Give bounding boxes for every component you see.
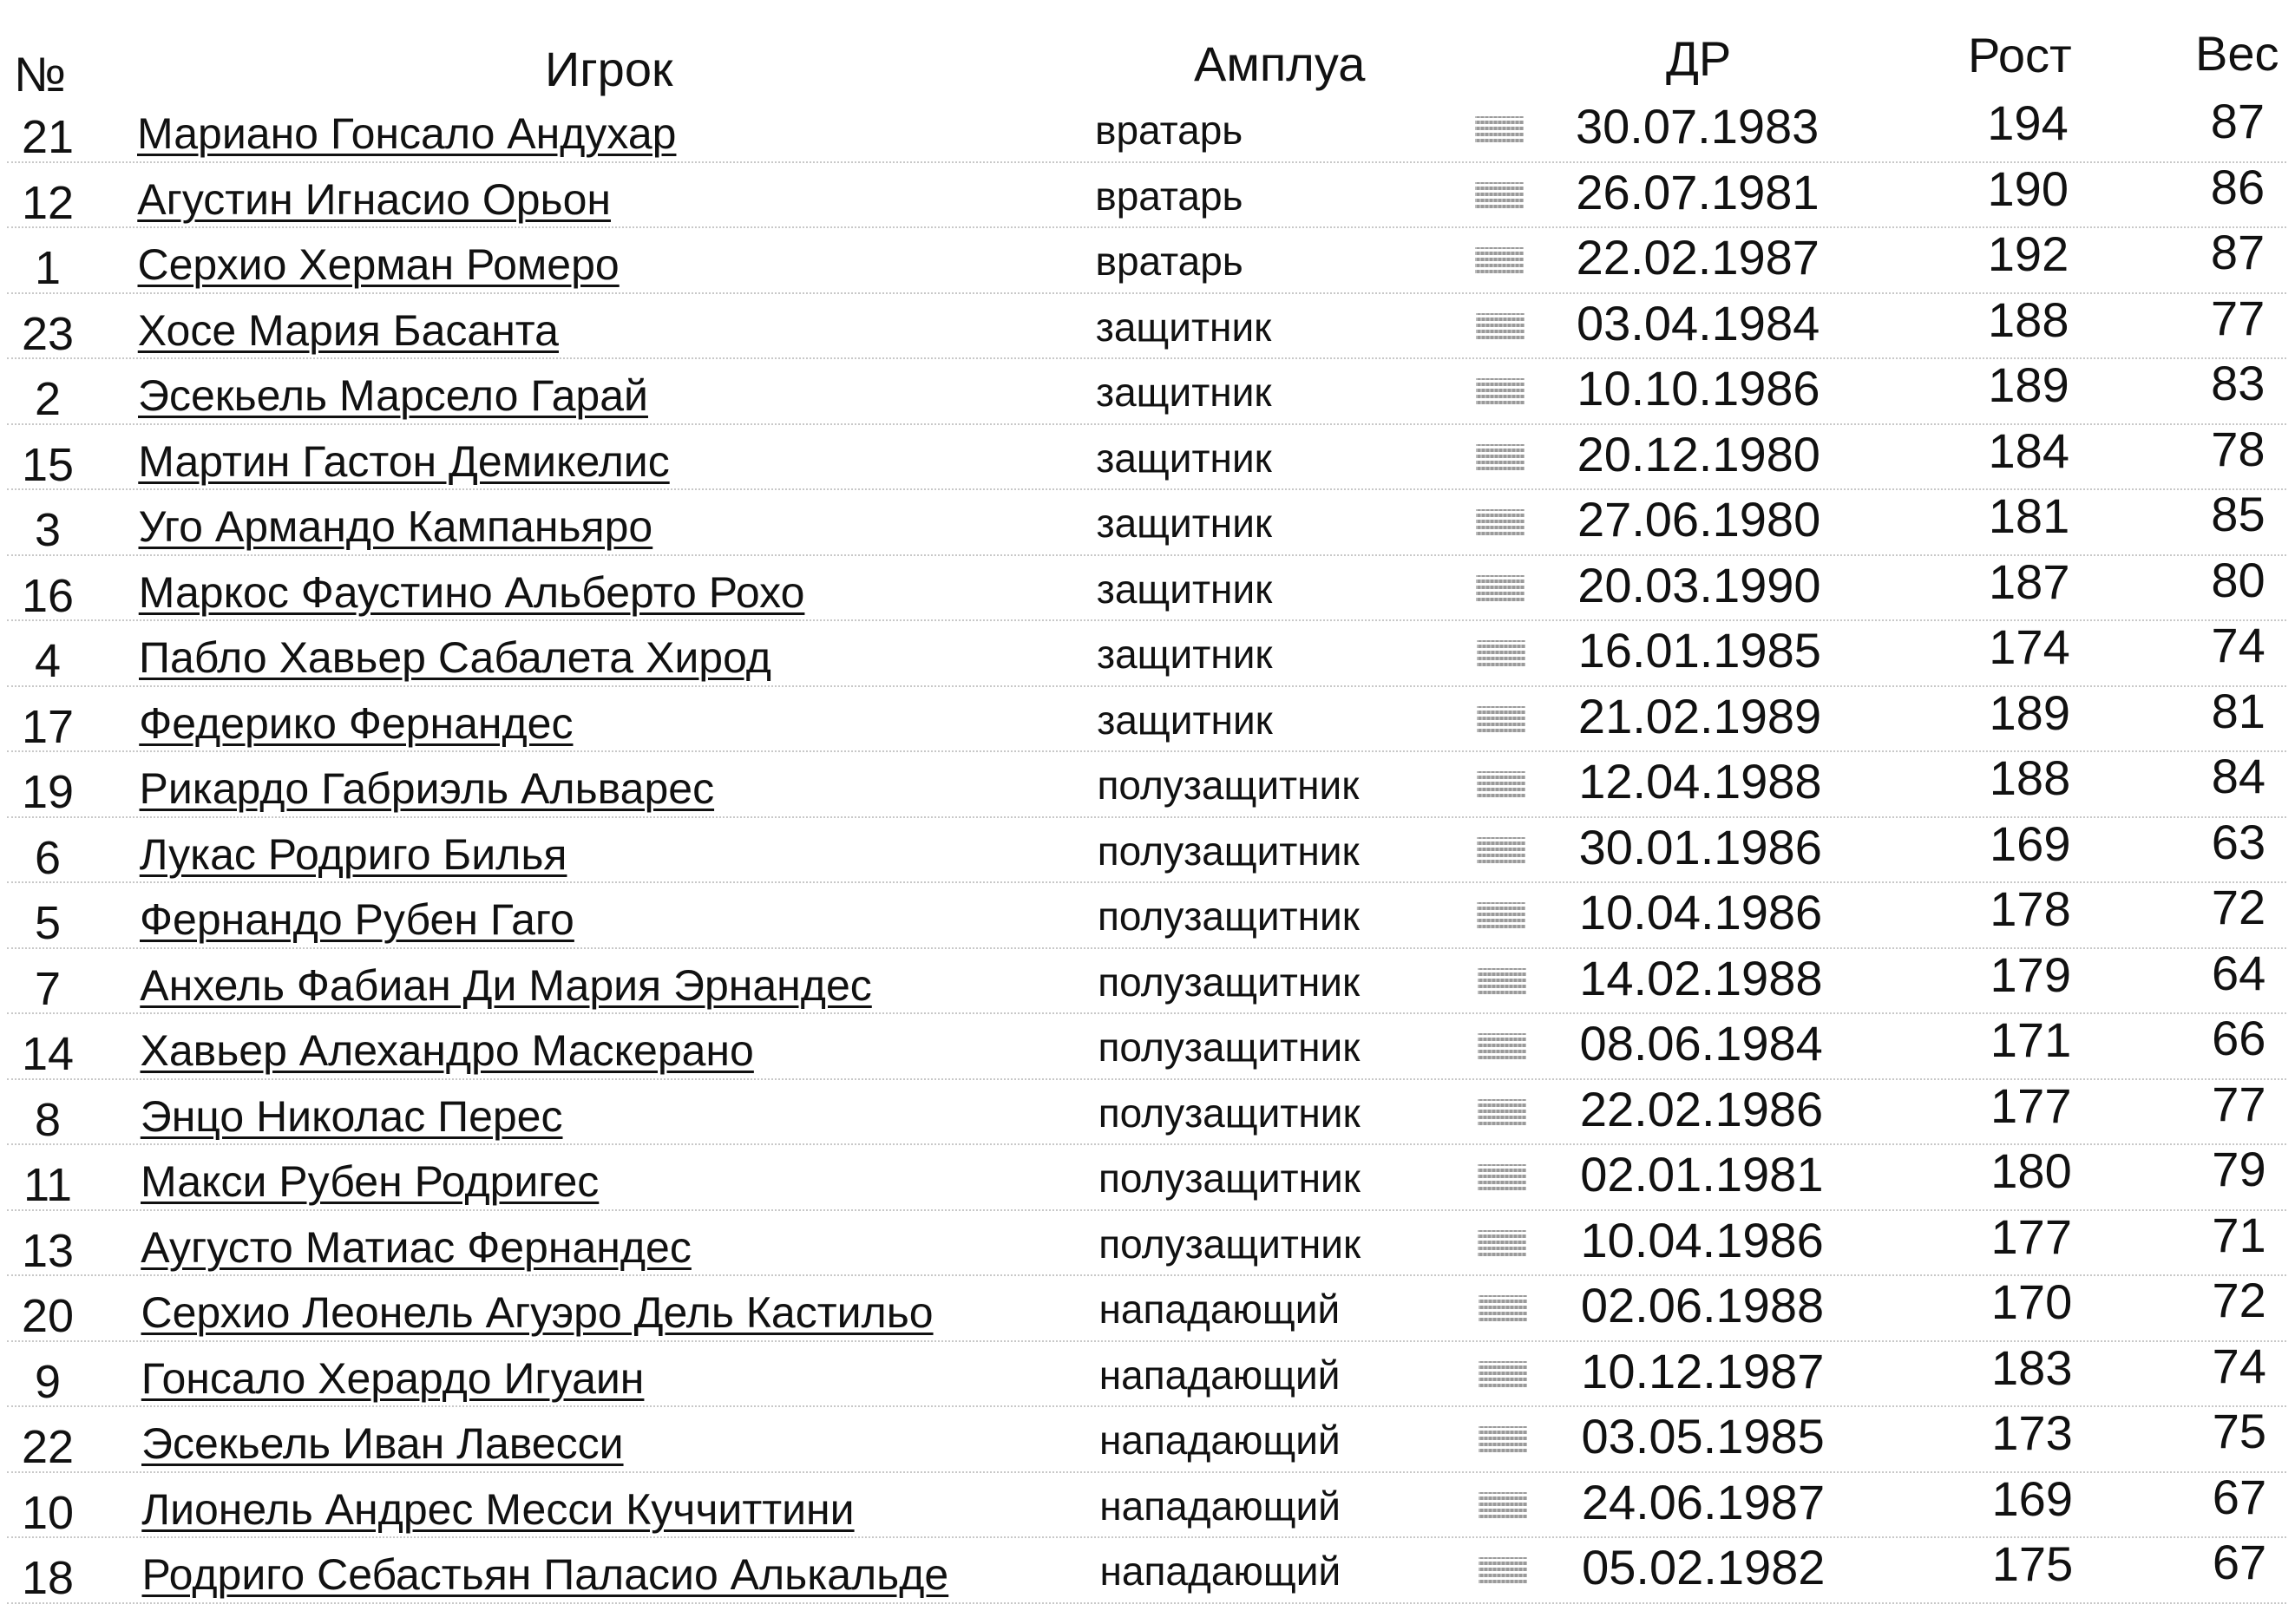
player-birth-date: 22.02.1987 [1576,230,1820,285]
player-name-link[interactable]: Эсекьель Иван Лавесси [141,1419,624,1468]
player-height: 187 [1989,553,2070,609]
scan-marker-icon [1479,1492,1527,1518]
player-birth-date: 27.06.1980 [1577,492,1821,547]
scan-marker-icon [1479,1426,1527,1452]
player-number: 13 [21,1224,75,1277]
player-position: нападающий [1099,1418,1341,1463]
player-name-link[interactable]: Серхио Леонель Агуэро Дель Кастильо [141,1288,934,1337]
scan-marker-icon [1476,509,1525,535]
player-position: полузащитник [1097,828,1360,874]
player-number: 2 [34,373,62,425]
player-birth-date: 20.03.1990 [1577,557,1821,612]
player-birth-date: 14.02.1988 [1579,950,1823,1005]
player-name-link[interactable]: Макси Рубен Родригес [141,1157,600,1206]
player-number: 22 [21,1421,75,1473]
player-name-link[interactable]: Лукас Родриго Билья [139,829,567,879]
scan-marker-icon [1477,640,1525,666]
player-name-link[interactable]: Родриго Себастьян Паласио Алькальде [141,1550,949,1599]
player-number: 19 [21,766,75,818]
player-number: 23 [21,307,75,360]
player-weight: 64 [2212,945,2266,1000]
player-number: 8 [34,1093,62,1146]
player-birth-date: 03.04.1984 [1576,295,1820,350]
table-row [0,1404,2295,1473]
player-number: 18 [21,1552,75,1604]
table-row [0,1535,2295,1604]
table-row [0,356,2295,425]
scan-marker-icon [1478,1033,1526,1059]
table-row [0,290,2295,360]
player-weight: 67 [2212,1535,2267,1589]
table-row [0,1142,2295,1211]
scan-marker-icon [1475,116,1524,142]
table-row [0,945,2295,1015]
player-position: защитник [1097,632,1273,677]
player-number: 15 [21,438,75,491]
player-height: 179 [1990,946,2071,1002]
player-height: 171 [1990,1012,2072,1067]
player-position: защитник [1096,370,1272,415]
table-row [0,225,2295,294]
player-weight: 66 [2212,1011,2266,1065]
player-height: 169 [1990,815,2071,871]
scan-marker-icon [1478,968,1526,994]
player-name-link[interactable]: Эсекьель Марсело Гарай [138,371,648,420]
scan-marker-icon [1477,706,1525,732]
player-height: 184 [1988,422,2069,478]
player-height: 192 [1987,226,2069,281]
player-height: 174 [1989,619,2070,674]
player-weight: 81 [2211,683,2265,738]
player-name-link[interactable]: Аугусто Матиас Фернандес [141,1222,692,1272]
player-weight: 77 [2212,1076,2266,1131]
scan-marker-icon [1479,1295,1527,1321]
table-row [0,487,2295,556]
player-position: полузащитник [1098,1156,1361,1201]
player-position: полузащитник [1098,894,1360,939]
scan-marker-icon [1478,1230,1526,1256]
player-birth-date: 08.06.1984 [1579,1016,1823,1071]
player-number: 10 [21,1486,75,1539]
scan-marker-icon [1479,1557,1527,1583]
scan-marker-icon [1477,902,1525,928]
player-weight: 71 [2212,1207,2266,1262]
scan-marker-icon [1479,1361,1527,1387]
player-height: 189 [1988,357,2069,412]
player-weight: 77 [2211,290,2265,345]
player-name-link[interactable]: Мартин Гастон Демикелис [138,436,670,486]
player-weight: 72 [2212,1273,2266,1327]
player-name-link[interactable]: Рикардо Габриэль Альварес [139,764,715,813]
scan-marker-icon [1477,837,1525,863]
player-position: вратарь [1095,239,1243,284]
table-row [0,1207,2295,1277]
player-position: полузащитник [1097,763,1360,808]
player-birth-date: 12.04.1988 [1578,754,1822,809]
player-weight: 74 [2212,1338,2266,1393]
header-position: Амплуа [1194,36,1366,91]
player-position: защитник [1096,566,1273,612]
player-height: 188 [1989,750,2071,805]
scan-marker-icon [1476,378,1525,404]
header-weight: Вес [2195,26,2279,81]
table-row [0,1338,2295,1408]
player-weight: 80 [2211,552,2265,607]
player-height: 180 [1990,1143,2072,1198]
player-position: нападающий [1098,1287,1341,1332]
player-birth-date: 20.12.1980 [1577,426,1820,481]
player-number: 7 [34,962,62,1015]
player-name-link[interactable]: Мариано Гонсало Андухар [137,109,677,158]
player-name-link[interactable]: Пабло Хавьер Сабалета Хирод [139,633,771,682]
player-birth-date: 10.10.1986 [1577,361,1820,416]
table-row [0,1469,2295,1539]
player-name-link[interactable]: Хосе Мария Басанта [137,305,559,355]
player-birth-date: 10.04.1986 [1578,885,1823,940]
player-position: вратарь [1095,108,1243,153]
player-height: 170 [1990,1274,2073,1329]
player-weight: 78 [2211,421,2265,476]
player-weight: 67 [2212,1469,2267,1524]
player-number: 21 [21,111,75,163]
player-name-link[interactable]: Агустин Игнасио Орьон [137,174,612,224]
table-row [0,1076,2295,1146]
player-name-link[interactable]: Энцо Николас Перес [140,1091,563,1141]
player-name-link[interactable]: Серхио Херман Ромеро [137,240,620,289]
scan-marker-icon [1476,313,1525,339]
table-row [0,749,2295,818]
player-position: вратарь [1095,173,1243,219]
player-birth-date: 26.07.1981 [1576,164,1820,219]
player-number: 9 [34,1355,62,1408]
player-name-link[interactable]: Анхель Фабиан Ди Мария Эрнандес [140,960,872,1010]
scan-marker-icon [1476,575,1525,601]
scan-marker-icon [1477,771,1525,797]
player-position: полузащитник [1098,1025,1361,1070]
header-player: Игрок [545,42,673,96]
header-birth-date: ДР [1666,31,1732,86]
player-weight: 63 [2211,814,2266,869]
player-height: 177 [1990,1077,2072,1133]
player-birth-date: 10.04.1986 [1580,1212,1824,1267]
player-birth-date: 30.01.1986 [1578,819,1822,874]
player-birth-date: 22.02.1986 [1579,1081,1824,1136]
scan-marker-icon [1478,1164,1526,1190]
player-weight: 83 [2211,356,2265,410]
player-weight: 74 [2211,618,2265,672]
table-row [0,94,2295,163]
scan-marker-icon [1475,182,1524,208]
player-number: 6 [34,831,62,884]
scan-marker-icon [1476,444,1525,470]
table-row [0,814,2295,884]
player-number: 16 [21,569,75,622]
player-name-link[interactable]: Хавьер Алехандро Маскерано [140,1026,754,1075]
player-weight: 72 [2211,880,2266,934]
table-row [0,1273,2295,1342]
player-birth-date: 02.01.1981 [1580,1147,1824,1202]
player-height: 181 [1988,488,2070,543]
player-position: полузащитник [1098,1090,1361,1136]
player-height: 188 [1988,291,2069,347]
player-weight: 75 [2212,1404,2266,1458]
player-number: 17 [21,700,75,753]
header-height: Рост [1968,28,2072,82]
player-weight: 79 [2212,1142,2266,1196]
player-position: полузащитник [1098,959,1361,1005]
player-position: полузащитник [1098,1221,1361,1267]
player-number: 20 [21,1290,75,1342]
player-position: нападающий [1099,1549,1341,1594]
player-number: 1 [34,242,62,294]
player-number: 5 [34,897,62,949]
header-number: № [14,47,67,102]
player-height: 194 [1987,95,2069,150]
player-height: 177 [1990,1208,2072,1264]
scan-marker-icon [1478,1099,1526,1125]
table-row [0,1011,2295,1080]
player-name-link[interactable]: Фернандо Рубен Гаго [140,895,574,944]
table-row [0,421,2295,491]
table-row [0,159,2295,229]
player-name-link[interactable]: Маркос Фаустино Альберто Рохо [138,567,805,617]
player-weight: 84 [2211,749,2265,803]
player-birth-date: 10.12.1987 [1581,1343,1825,1398]
player-position: защитник [1097,697,1273,743]
table-row [0,683,2295,753]
player-number: 11 [23,1159,73,1211]
player-position: нападающий [1099,1483,1341,1529]
player-height: 178 [1990,881,2071,936]
player-position: защитник [1096,501,1273,546]
table-row [0,618,2295,687]
player-height: 175 [1991,1536,2074,1591]
player-birth-date: 24.06.1987 [1581,1474,1826,1529]
player-weight: 87 [2210,94,2265,148]
player-birth-date: 05.02.1982 [1582,1540,1826,1595]
player-position: нападающий [1098,1352,1341,1398]
table-row [0,552,2295,622]
player-position: защитник [1096,435,1272,481]
player-birth-date: 16.01.1985 [1577,623,1821,678]
player-height: 189 [1989,684,2070,740]
player-birth-date: 21.02.1989 [1577,688,1822,743]
player-number: 4 [34,635,62,687]
table-row [0,880,2295,949]
player-name-link[interactable]: Лионель Андрес Месси Куччиттини [141,1484,855,1534]
player-name-link[interactable]: Гонсало Херардо Игуаин [141,1353,645,1403]
player-height: 183 [1991,1339,2073,1395]
player-height: 190 [1987,160,2069,216]
player-number: 12 [21,176,75,229]
player-weight: 86 [2210,159,2265,214]
player-weight: 85 [2211,487,2265,541]
player-height: 173 [1991,1405,2073,1460]
player-number: 3 [34,504,62,556]
player-name-link[interactable]: Уго Армандо Кампаньяро [138,502,653,551]
player-position: защитник [1095,304,1272,350]
player-birth-date: 03.05.1985 [1581,1409,1825,1464]
player-weight: 87 [2210,225,2265,279]
player-birth-date: 30.07.1983 [1576,99,1820,154]
player-number: 14 [21,1028,75,1080]
scan-marker-icon [1475,247,1524,273]
player-height: 169 [1991,1470,2073,1526]
table-header [0,0,2295,102]
player-birth-date: 02.06.1988 [1580,1278,1825,1333]
player-name-link[interactable]: Федерико Фернандес [139,698,574,748]
